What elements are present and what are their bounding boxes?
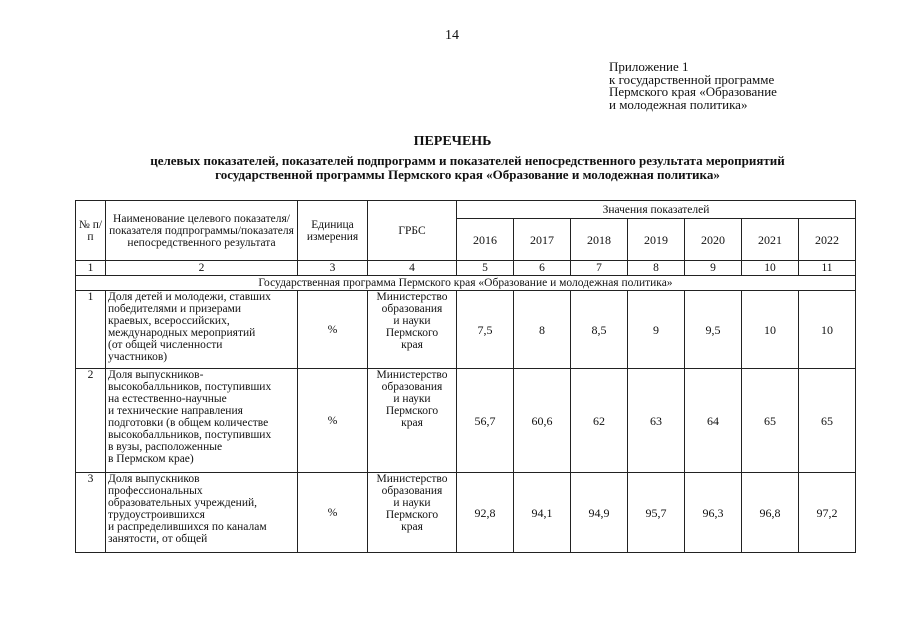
document-subtitle bbox=[60, 154, 875, 182]
unit-cell: % bbox=[298, 291, 368, 369]
indicator-name-line: образовательных учреждений, bbox=[108, 497, 258, 509]
page-number: 14 bbox=[445, 28, 459, 43]
value-cell: 9 bbox=[628, 291, 685, 369]
grbs-line: и науки bbox=[393, 315, 431, 327]
indicators-table bbox=[75, 200, 856, 553]
value-cell: 95,7 bbox=[628, 473, 685, 553]
table-row bbox=[76, 473, 856, 553]
indicator-name-line: (от общей численности bbox=[108, 339, 223, 351]
value-cell: 65 bbox=[742, 369, 799, 473]
value-cell: 65 bbox=[799, 369, 856, 473]
column-number: 10 bbox=[742, 261, 799, 276]
value-cell: 96,3 bbox=[685, 473, 742, 553]
value-cell: 8 bbox=[514, 291, 571, 369]
indicator-name-line: подготовки (в общем количестве bbox=[108, 417, 269, 429]
value-cell: 56,7 bbox=[457, 369, 514, 473]
value-cell: 97,2 bbox=[799, 473, 856, 553]
header-name: Наименование целевого показателя/показателя подпрограммы/показателя непосредственного результата bbox=[106, 201, 298, 261]
document-title: ПЕРЕЧЕНЬ bbox=[413, 134, 492, 149]
grbs-line: края bbox=[401, 521, 423, 533]
column-number: 1 bbox=[76, 261, 106, 276]
unit-cell: % bbox=[298, 473, 368, 553]
indicator-name-line: профессиональных bbox=[108, 485, 203, 497]
value-cell: 63 bbox=[628, 369, 685, 473]
grbs-line: Министерство bbox=[376, 291, 448, 303]
column-number: 8 bbox=[628, 261, 685, 276]
grbs-line: Пермского bbox=[385, 405, 439, 417]
indicator-name-line: в Пермском крае) bbox=[108, 453, 194, 465]
indicator-name-line: в вузы, расположенные bbox=[108, 441, 223, 453]
grbs-line: и науки bbox=[393, 497, 431, 509]
column-number: 11 bbox=[799, 261, 856, 276]
indicator-name-line: победителями и призерами bbox=[108, 303, 242, 315]
table-row bbox=[76, 369, 856, 473]
header-year: 2017 bbox=[514, 219, 571, 261]
indicator-name-line: Доля детей и молодежи, ставших bbox=[108, 291, 271, 303]
indicator-name-line: трудоустроившихся bbox=[108, 509, 205, 521]
grbs-cell bbox=[368, 473, 457, 553]
header-unit: Единица измерения bbox=[298, 201, 368, 261]
grbs-cell bbox=[368, 291, 457, 369]
indicator-name bbox=[106, 291, 298, 369]
column-number: 3 bbox=[298, 261, 368, 276]
grbs-line: Пермского bbox=[385, 327, 439, 339]
indicator-name-line: Доля выпускников- bbox=[108, 369, 204, 381]
header-year: 2020 bbox=[685, 219, 742, 261]
grbs-line: края bbox=[401, 339, 423, 351]
indicator-name bbox=[106, 369, 298, 473]
indicator-name-line: занятости, от общей bbox=[108, 533, 208, 545]
value-cell: 10 bbox=[742, 291, 799, 369]
column-number: 9 bbox=[685, 261, 742, 276]
value-cell: 8,5 bbox=[571, 291, 628, 369]
header-year: 2019 bbox=[628, 219, 685, 261]
subtitle-line: целевых показателей, показателей подпрограмм и показателей непосредственного результата мероприятий bbox=[150, 153, 785, 168]
grbs-cell bbox=[368, 369, 457, 473]
value-cell: 94,1 bbox=[514, 473, 571, 553]
grbs-line: Министерство bbox=[376, 473, 448, 485]
header-grbs: ГРБС bbox=[368, 201, 457, 261]
table-row bbox=[76, 291, 856, 369]
indicator-name-line: Доля выпускников bbox=[108, 473, 200, 485]
column-number: 6 bbox=[514, 261, 571, 276]
appendix-line: Пермского края «Образование bbox=[609, 84, 777, 99]
unit-cell: % bbox=[298, 369, 368, 473]
value-cell: 10 bbox=[799, 291, 856, 369]
column-number: 5 bbox=[457, 261, 514, 276]
appendix-note bbox=[609, 61, 777, 111]
value-cell: 92,8 bbox=[457, 473, 514, 553]
column-number: 4 bbox=[368, 261, 457, 276]
indicator-name-line: международных мероприятий bbox=[108, 327, 256, 339]
value-cell: 64 bbox=[685, 369, 742, 473]
grbs-line: образования bbox=[381, 485, 443, 497]
indicator-name-line: высокобалльников, поступивших bbox=[108, 381, 272, 393]
grbs-line: образования bbox=[381, 381, 443, 393]
indicator-name-line: краевых, всероссийских, bbox=[108, 315, 230, 327]
header-year: 2021 bbox=[742, 219, 799, 261]
value-cell: 96,8 bbox=[742, 473, 799, 553]
row-number: 3 bbox=[76, 473, 106, 553]
header-values-group: Значения показателей bbox=[457, 201, 856, 219]
value-cell: 9,5 bbox=[685, 291, 742, 369]
header-num: № п/п bbox=[76, 201, 106, 261]
grbs-line: края bbox=[401, 417, 423, 429]
grbs-line: Министерство bbox=[376, 369, 448, 381]
grbs-line: Пермского bbox=[385, 509, 439, 521]
value-cell: 94,9 bbox=[571, 473, 628, 553]
header-year: 2022 bbox=[799, 219, 856, 261]
appendix-line: к государственной программе bbox=[609, 71, 775, 87]
indicator-name bbox=[106, 473, 298, 553]
indicator-name-line: и распределившихся по каналам bbox=[108, 521, 267, 533]
column-number: 2 bbox=[106, 261, 298, 276]
row-number: 1 bbox=[76, 291, 106, 369]
appendix-line: и молодежная политика» bbox=[609, 96, 748, 112]
row-number: 2 bbox=[76, 369, 106, 473]
indicator-name-line: и технические направления bbox=[108, 405, 243, 417]
value-cell: 62 bbox=[571, 369, 628, 473]
indicator-name-line: участников) bbox=[108, 351, 168, 363]
column-number: 7 bbox=[571, 261, 628, 276]
header-year: 2018 bbox=[571, 219, 628, 261]
value-cell: 7,5 bbox=[457, 291, 514, 369]
grbs-line: и науки bbox=[393, 393, 431, 405]
indicator-name-line: на естественно-научные bbox=[108, 393, 227, 405]
program-row: Государственная программа Пермского края «Образование и молодежная политика» bbox=[76, 276, 856, 291]
grbs-line: образования bbox=[381, 303, 443, 315]
subtitle-line: государственной программы Пермского края «Образование и молодежная политика» bbox=[215, 167, 720, 182]
appendix-line: Приложение 1 bbox=[609, 59, 689, 74]
indicator-name-line: высокобалльников, поступивших bbox=[108, 429, 272, 441]
value-cell: 60,6 bbox=[514, 369, 571, 473]
header-year: 2016 bbox=[457, 219, 514, 261]
